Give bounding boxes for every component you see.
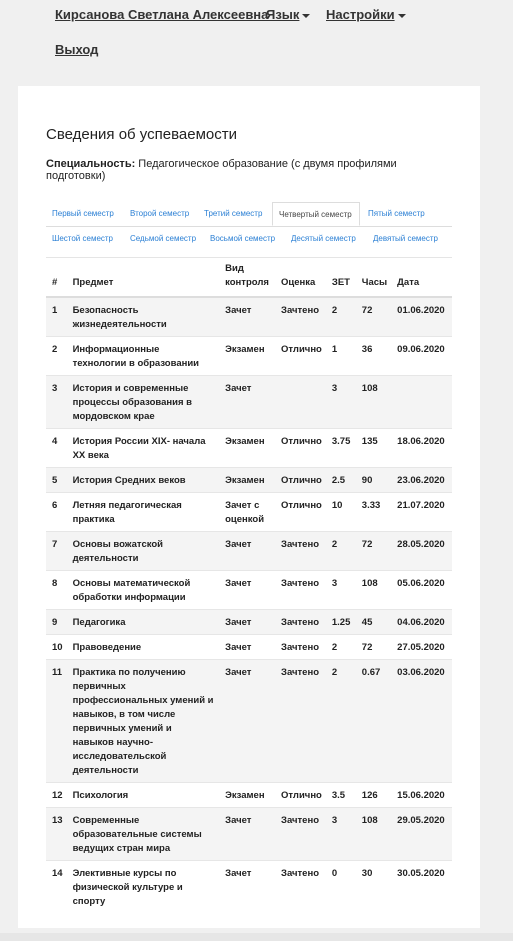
date: 09.06.2020: [391, 337, 452, 376]
hours: 126: [356, 783, 391, 808]
credits: 2: [326, 297, 356, 337]
credits: 2: [326, 532, 356, 571]
control-type: Зачет: [219, 297, 275, 337]
language-menu[interactable]: [266, 7, 310, 22]
row-number: 12: [46, 783, 67, 808]
grade: Зачтено: [275, 635, 326, 660]
tab-semester-3[interactable]: Третий семестр: [204, 209, 263, 218]
row-number: 5: [46, 468, 67, 493]
credits: 3: [326, 808, 356, 861]
logout-link[interactable]: Выход: [55, 42, 99, 57]
credits: 1.25: [326, 610, 356, 635]
grade: Зачтено: [275, 610, 326, 635]
chevron-down-icon: [398, 14, 406, 18]
subject-name: История и современные процессы образования в мордовском крае: [67, 376, 220, 429]
tab-semester-8[interactable]: Восьмой семестр: [210, 234, 276, 243]
row-number: 4: [46, 429, 67, 468]
credits: 3.5: [326, 783, 356, 808]
subject-name: Современные образовательные системы ведущих стран мира: [67, 808, 220, 861]
row-number: 8: [46, 571, 67, 610]
row-number: 3: [46, 376, 67, 429]
hours: 0.67: [356, 660, 391, 783]
subject-name: История Средних веков: [67, 468, 220, 493]
date: 23.06.2020: [391, 468, 452, 493]
grades-table: [46, 258, 452, 913]
table-row: [46, 337, 452, 376]
column-header-date: Дата: [391, 258, 452, 297]
tabs-row-2: [46, 227, 452, 252]
tabs-row-1: [46, 202, 452, 227]
grade: Зачтено: [275, 532, 326, 571]
top-navigation: [0, 0, 513, 80]
grade: Зачтено: [275, 808, 326, 861]
tab-semester-6[interactable]: Шестой семестр: [52, 234, 114, 243]
control-type: Экзамен: [219, 429, 275, 468]
table-row: [46, 376, 452, 429]
settings-label: Настройки: [326, 7, 395, 22]
table-header-row: [46, 258, 452, 297]
grade: [275, 376, 326, 429]
control-type: Зачет: [219, 808, 275, 861]
grade: Отлично: [275, 468, 326, 493]
credits: 10: [326, 493, 356, 532]
subject-name: Безопасность жизнедеятельности: [67, 297, 220, 337]
bottom-bar: [0, 933, 513, 941]
credits: 2: [326, 635, 356, 660]
row-number: 10: [46, 635, 67, 660]
credits: 3.75: [326, 429, 356, 468]
column-header-hours: Часы: [356, 258, 391, 297]
credits: 2: [326, 660, 356, 783]
date: 27.05.2020: [391, 635, 452, 660]
page-title: Сведения об успеваемости: [46, 126, 237, 143]
table-row: [46, 660, 452, 783]
column-header-control-type: Вид контроля: [219, 258, 275, 297]
grade: Зачтено: [275, 861, 326, 914]
row-number: 7: [46, 532, 67, 571]
table-row: [46, 297, 452, 337]
grade: Зачтено: [275, 297, 326, 337]
hours: 108: [356, 376, 391, 429]
grades-card: [18, 86, 480, 928]
date: 04.06.2020: [391, 610, 452, 635]
subject-name: История России XIX- начала XX века: [67, 429, 220, 468]
table-row: [46, 861, 452, 914]
chevron-down-icon: [302, 14, 310, 18]
grade: Отлично: [275, 783, 326, 808]
column-header-subject: Предмет: [67, 258, 220, 297]
table-row: [46, 808, 452, 861]
control-type: Экзамен: [219, 783, 275, 808]
grade: Отлично: [275, 429, 326, 468]
credits: 3: [326, 376, 356, 429]
control-type: Зачет: [219, 376, 275, 429]
subject-name: Педагогика: [67, 610, 220, 635]
subject-name: Летняя педагогическая практика: [67, 493, 220, 532]
subject-name: Психология: [67, 783, 220, 808]
row-number: 9: [46, 610, 67, 635]
specialty-info: [46, 158, 446, 182]
control-type: Зачет: [219, 532, 275, 571]
credits: 3: [326, 571, 356, 610]
row-number: 1: [46, 297, 67, 337]
column-header-grade: Оценка: [275, 258, 326, 297]
column-header-credits: ЗЕТ: [326, 258, 356, 297]
row-number: 14: [46, 861, 67, 914]
specialty-label: Специальность:: [46, 158, 136, 170]
row-number: 11: [46, 660, 67, 783]
table-row: [46, 468, 452, 493]
tab-semester-1[interactable]: Первый семестр: [52, 209, 114, 218]
tab-semester-9[interactable]: Девятый семестр: [373, 234, 438, 243]
control-type: Зачет: [219, 861, 275, 914]
control-type: Экзамен: [219, 337, 275, 376]
subject-name: Практика по получению первичных профессиональных умений и навыков, в том числе первичных умений и навыков научно-исследовательской деятельности: [67, 660, 220, 783]
tab-semester-7[interactable]: Седьмой семестр: [130, 234, 197, 243]
credits: 0: [326, 861, 356, 914]
hours: 36: [356, 337, 391, 376]
hours: 3.33: [356, 493, 391, 532]
date: 18.06.2020: [391, 429, 452, 468]
table-row: [46, 610, 452, 635]
language-label: Язык: [266, 7, 300, 22]
date: 05.06.2020: [391, 571, 452, 610]
hours: 45: [356, 610, 391, 635]
control-type: Зачет: [219, 610, 275, 635]
row-number: 2: [46, 337, 67, 376]
tab-semester-5[interactable]: Пятый семестр: [368, 209, 425, 218]
subject-name: Элективные курсы по физической культуре и спорту: [67, 861, 220, 914]
grade: Отлично: [275, 493, 326, 532]
hours: 90: [356, 468, 391, 493]
settings-menu[interactable]: [326, 7, 406, 22]
date: 30.05.2020: [391, 861, 452, 914]
date: 15.06.2020: [391, 783, 452, 808]
grade: Зачтено: [275, 660, 326, 783]
date: 28.05.2020: [391, 532, 452, 571]
table-row: [46, 493, 452, 532]
hours: 72: [356, 635, 391, 660]
subject-name: Основы вожатской деятельности: [67, 532, 220, 571]
control-type: Зачет: [219, 660, 275, 783]
column-header-number: #: [46, 258, 67, 297]
hours: 108: [356, 808, 391, 861]
subject-name: Информационные технологии в образовании: [67, 337, 220, 376]
table-row: [46, 571, 452, 610]
hours: 135: [356, 429, 391, 468]
specialty-value: Педагогическое образование (с двумя профилями подготовки): [46, 158, 397, 182]
table-row: [46, 532, 452, 571]
grade: Зачтено: [275, 571, 326, 610]
tab-semester-2[interactable]: Второй семестр: [130, 209, 190, 218]
date: 03.06.2020: [391, 660, 452, 783]
control-type: Зачет: [219, 635, 275, 660]
date: 29.05.2020: [391, 808, 452, 861]
tab-semester-10[interactable]: Десятый семестр: [291, 234, 356, 243]
grade: Отлично: [275, 337, 326, 376]
grades-table-body: [46, 297, 452, 913]
control-type: Экзамен: [219, 468, 275, 493]
credits: 1: [326, 337, 356, 376]
table-row: [46, 783, 452, 808]
control-type: Зачет с оценкой: [219, 493, 275, 532]
hours: 108: [356, 571, 391, 610]
user-name-link[interactable]: Кирсанова Светлана Алексеевна: [55, 7, 269, 22]
hours: 72: [356, 532, 391, 571]
row-number: 13: [46, 808, 67, 861]
row-number: 6: [46, 493, 67, 532]
hours: 30: [356, 861, 391, 914]
control-type: Зачет: [219, 571, 275, 610]
table-row: [46, 429, 452, 468]
date: 01.06.2020: [391, 297, 452, 337]
hours: 72: [356, 297, 391, 337]
date: [391, 376, 452, 429]
credits: 2.5: [326, 468, 356, 493]
semester-tabs: [46, 202, 452, 252]
date: 21.07.2020: [391, 493, 452, 532]
tab-semester-4[interactable]: Четвертый семестр: [272, 202, 360, 226]
subject-name: Правоведение: [67, 635, 220, 660]
subject-name: Основы математической обработки информации: [67, 571, 220, 610]
table-row: [46, 635, 452, 660]
